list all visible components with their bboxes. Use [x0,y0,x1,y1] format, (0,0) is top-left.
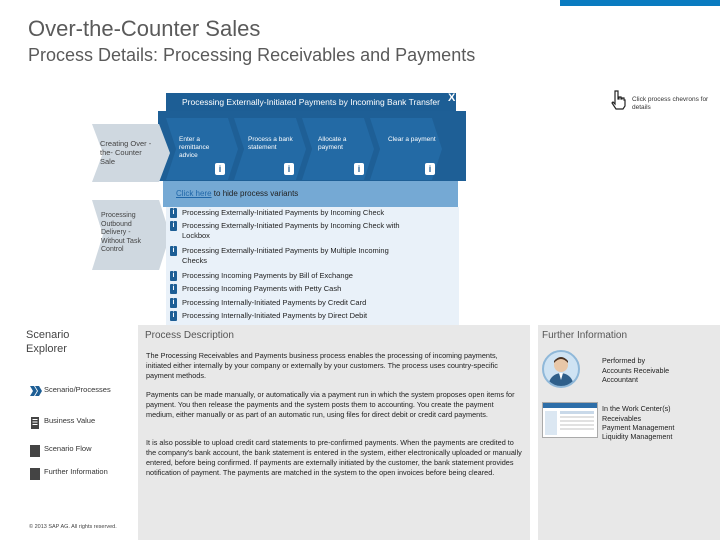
info-icon[interactable]: i [284,163,294,175]
info-icon: i [170,284,177,294]
step-label: Clear a payment [388,136,436,143]
info-icon: i [170,271,177,281]
accent-bar [560,0,720,6]
hint-text: Click process chevrons for details [632,96,709,111]
hand-pointer-icon [611,90,627,114]
hide-variants-link[interactable] [176,189,298,198]
info-icon: i [170,246,177,256]
info-icon[interactable]: i [425,163,435,175]
variant-item[interactable]: i Processing Internally-Initiated Payments by Direct Debit [170,311,367,321]
work-center-item: Payment Management [602,423,675,432]
performed-by-value: Accounts Receivable Accountant [602,366,670,384]
process-chevron-label: Processing Outbound Delivery - Without Task Control [101,212,141,253]
nav-further-information[interactable]: Further Information [30,467,108,477]
variant-item[interactable]: i Processing Externally-Initiated Payments by Multiple Incoming Checks [170,246,389,266]
nav-scenario-processes[interactable]: Scenario/Processes [30,385,111,395]
variant-item[interactable]: i Processing Incoming Payments with Petty Cash [170,284,341,294]
flow-icon [30,445,40,454]
variant-item[interactable]: i Processing Externally-Initiated Payments by Incoming Check with Lockbox [170,221,400,241]
step-label: Enter a remittance advice [179,136,210,159]
scenario-explorer-title: Scenario Explorer [26,329,70,355]
info-icon: i [170,221,177,231]
avatar [542,350,580,388]
info-icon[interactable]: i [354,163,364,175]
info-icon: i [170,311,177,321]
page-subtitle: Process Details: Processing Receivables and Payments [28,45,476,65]
copyright: © 2013 SAP AG. All rights reserved. [29,524,117,530]
further-information-title: Further Information [542,330,628,341]
work-center-item: Liquidity Management [602,432,673,441]
click-here-link[interactable]: Click here [176,189,212,198]
page-title: Over-the-Counter Sales [28,16,261,41]
process-description-title: Process Description [145,330,234,341]
process-chevron-label: Creating Over -the- Counter Sale [100,139,152,166]
close-variant-button[interactable]: X [448,92,456,104]
info-icon: i [170,298,177,308]
description-paragraph: Payments can be made manually, or automatically via a payment run in which the system proposes open items for payment. You then release the payments and the system posts them to accounting. You create the payment medium, either manually or as part of an automatic run, using files for direct debit or credit card payments. [146,390,515,419]
document-icon [30,417,40,426]
step-label: Process a bank statement [248,136,293,151]
variant-item[interactable]: i Processing Internally-Initiated Payments by Credit Card [170,298,366,308]
description-paragraph: It is also possible to upload credit card statements to pre-confirmed payments. When the payments are credited to the company's bank account, the bank statement is entered in the system, either electronically uploaded or manually entered, before being confirmed. If payments are externally initiated by the customer, the bank statement provides notification of payment. The payments are matched in the system to the open invoices before being cleared. [146,438,522,477]
info-icon[interactable]: i [215,163,225,175]
nav-scenario-flow[interactable]: Scenario Flow [30,444,92,454]
variant-item[interactable]: i Processing Incoming Payments by Bill of Exchange [170,271,353,281]
info-icon [30,468,40,477]
description-paragraph: The Processing Receivables and Payments business process enables the processing of incoming payments, initiated either internally by your company or externally by your customers. The process uses country-specific payment methods. [146,351,498,380]
performed-by-label: Performed by [602,356,646,365]
work-center-label: In the Work Center(s) [602,404,671,413]
step-label: Allocate a payment [318,136,347,151]
info-icon: i [170,208,177,218]
hide-variants-text: to hide process variants [211,189,299,198]
variant-header: Processing Externally-Initiated Payments by Incoming Bank Transfer [166,93,456,111]
work-center-screenshot-icon [542,402,598,438]
work-center-item: Receivables [602,414,642,423]
double-chevron-icon [30,386,40,395]
variant-item[interactable]: i Processing Externally-Initiated Payments by Incoming Check [170,208,384,218]
nav-business-value[interactable]: Business Value [30,416,95,426]
